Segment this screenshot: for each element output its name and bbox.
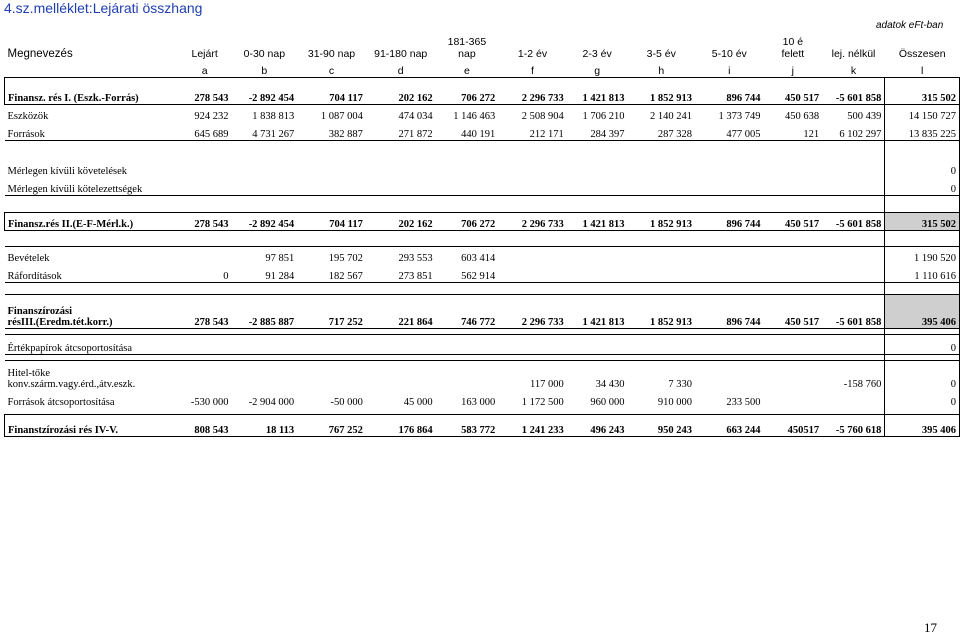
table-cell <box>764 177 823 195</box>
table-cell: 450 517 <box>764 294 823 328</box>
col-header: 2-3 év <box>582 48 612 60</box>
table-cell: 2 296 733 <box>498 212 567 230</box>
table-row <box>5 294 960 328</box>
row-label: Hitel-tőke konv.szárm.vagy.érd.,átv.eszk. <box>5 360 178 390</box>
table-cell <box>627 177 695 195</box>
table-cell <box>567 177 628 195</box>
maturity-table <box>4 30 960 437</box>
col-header: 91-180 nap <box>374 48 428 60</box>
table-cell <box>436 360 499 390</box>
table-cell: 583 772 <box>436 414 499 436</box>
table-cell: 1 852 913 <box>627 77 695 104</box>
table-cell: 0 <box>885 360 960 390</box>
table-cell <box>567 159 628 177</box>
table-cell <box>822 159 885 177</box>
table-cell: 91 284 <box>232 264 298 282</box>
table-cell: 278 543 <box>178 294 232 328</box>
col-header: 0-30 nap <box>243 48 286 60</box>
col-letter: d <box>366 60 436 77</box>
table-row <box>5 177 960 195</box>
table-cell <box>232 360 298 390</box>
table-cell: 0 <box>885 159 960 177</box>
table-cell: 45 000 <box>403 397 433 408</box>
table-cell <box>764 390 823 408</box>
table-cell: 212 171 <box>498 122 567 140</box>
table-cell <box>297 334 366 354</box>
table-cell <box>764 246 823 264</box>
table-cell: 896 744 <box>695 294 764 328</box>
table-cell: 6 102 297 <box>822 122 885 140</box>
table-cell: 1 110 616 <box>885 264 960 282</box>
table-cell <box>764 159 823 177</box>
table-row <box>5 77 960 104</box>
spacer-row <box>5 195 960 212</box>
table-cell: -5 601 858 <box>822 212 885 230</box>
table-cell: 746 772 <box>436 294 499 328</box>
row-label: Ráfordítások <box>5 264 178 282</box>
table-cell: -2 885 887 <box>232 294 298 328</box>
table-cell <box>232 334 298 354</box>
table-cell: 1 421 813 <box>567 212 628 230</box>
row-label: Finansz. rés I. (Eszk.-Forrás) <box>5 77 178 104</box>
row-label: Finanszírozási résIII.(Eredm.tét.korr.) <box>5 294 178 328</box>
table-cell: 293 553 <box>366 246 436 264</box>
table-cell <box>178 246 232 264</box>
table-cell: 163 000 <box>461 397 496 408</box>
table-cell: 896 744 <box>695 212 764 230</box>
table-cell: 1 190 520 <box>885 246 960 264</box>
table-cell: 34 430 <box>567 360 628 390</box>
table-cell: 7 330 <box>627 360 695 390</box>
table-cell <box>695 246 764 264</box>
spacer-row <box>5 140 960 159</box>
table-cell: 440 191 <box>436 122 499 140</box>
col-header: Megnevezés <box>7 48 73 60</box>
table-cell <box>436 159 499 177</box>
table-cell: 960 000 <box>590 397 625 408</box>
table-row <box>5 390 960 408</box>
table-cell: 1 172 500 <box>521 397 564 408</box>
table-cell: -5 760 618 <box>822 414 885 436</box>
spacer-row <box>5 230 960 246</box>
table-cell: 273 851 <box>366 264 436 282</box>
table-cell: 717 252 <box>297 294 366 328</box>
table-cell: 395 406 <box>885 294 960 328</box>
table-cell: -50 000 <box>330 397 363 408</box>
table-cell: 315 502 <box>885 212 960 230</box>
table-cell: 896 744 <box>695 77 764 104</box>
table-cell <box>436 334 499 354</box>
unit-note: adatok eFt-ban <box>876 20 944 31</box>
letter-row <box>5 60 960 77</box>
table-cell: 0 <box>885 390 960 408</box>
table-cell <box>178 334 232 354</box>
row-label: Bevételek <box>5 246 178 264</box>
table-cell <box>695 334 764 354</box>
col-letter: l <box>885 60 960 77</box>
table-cell: 278 543 <box>178 212 232 230</box>
table-row <box>5 246 960 264</box>
table-cell: 645 689 <box>178 122 232 140</box>
table-cell <box>232 159 298 177</box>
col-letter: h <box>627 60 695 77</box>
table-cell <box>822 390 885 408</box>
row-label: Finansz.rés II.(E-F-Mérl.k.) <box>5 212 178 230</box>
table-cell <box>436 177 499 195</box>
table-cell: 2 508 904 <box>521 111 564 122</box>
col-header: Lejárt <box>191 48 218 60</box>
table-row <box>5 104 960 122</box>
table-cell <box>366 360 436 390</box>
page-title: 4.sz.melléklet:Lejárati összhang <box>4 0 203 16</box>
col-letter: g <box>567 60 628 77</box>
table-row <box>5 334 960 354</box>
table-cell <box>498 264 567 282</box>
col-letter: f <box>498 60 567 77</box>
table-cell: 121 <box>764 122 823 140</box>
table-cell: 202 162 <box>366 212 436 230</box>
table-cell: -2 892 454 <box>232 212 298 230</box>
table-cell <box>297 177 366 195</box>
table-cell: 14 150 727 <box>885 104 960 122</box>
table-cell: 910 000 <box>657 397 693 408</box>
table-cell: 271 872 <box>366 122 436 140</box>
table-cell: 1 373 749 <box>718 111 761 122</box>
table-cell: 1 241 233 <box>498 414 567 436</box>
table-cell: 450517 <box>764 414 823 436</box>
table-row <box>5 414 960 436</box>
table-cell: 1 421 813 <box>567 294 628 328</box>
table-cell <box>498 334 567 354</box>
table-cell: 221 864 <box>366 294 436 328</box>
table-cell: 1 421 813 <box>567 77 628 104</box>
table-cell: 704 117 <box>297 212 366 230</box>
row-label: Mérlegen kívüli kötelezettségek <box>5 177 178 195</box>
col-header: Összesen <box>898 48 946 60</box>
col-letter <box>5 60 178 77</box>
table-cell: 767 252 <box>297 414 366 436</box>
table-cell <box>764 360 823 390</box>
table-cell <box>695 360 764 390</box>
col-letter: e <box>436 60 499 77</box>
table-cell: 382 887 <box>297 122 366 140</box>
table-cell <box>178 360 232 390</box>
table-cell: 97 851 <box>232 246 298 264</box>
table-cell: 704 117 <box>297 77 366 104</box>
table-cell: 233 500 <box>726 397 761 408</box>
table-cell <box>822 177 885 195</box>
table-cell: 2 296 733 <box>498 294 567 328</box>
table-cell <box>822 264 885 282</box>
col-letter: b <box>232 60 298 77</box>
table-cell <box>695 177 764 195</box>
table-cell: 603 414 <box>436 246 499 264</box>
table-cell <box>297 159 366 177</box>
table-cell <box>764 264 823 282</box>
table-cell: 706 272 <box>436 77 499 104</box>
row-label: Források átcsoportosítása <box>7 397 115 408</box>
table-cell: 1 852 913 <box>627 212 695 230</box>
row-label: Eszközök <box>7 111 49 122</box>
table-cell: -5 601 858 <box>822 294 885 328</box>
table-cell <box>498 177 567 195</box>
table-cell: 0 <box>178 264 232 282</box>
table-cell: 1 838 813 <box>252 111 295 122</box>
table-cell: -5 601 858 <box>822 77 885 104</box>
table-cell <box>178 159 232 177</box>
table-cell <box>695 159 764 177</box>
row-label: Értékpapírok átcsoportosítása <box>5 334 178 354</box>
col-letter: a <box>178 60 232 77</box>
table-cell <box>297 360 366 390</box>
table-cell: 706 272 <box>436 212 499 230</box>
table-cell <box>498 159 567 177</box>
table-cell <box>366 334 436 354</box>
table-cell: 2 140 241 <box>650 111 693 122</box>
table-cell: 450 517 <box>764 77 823 104</box>
table-cell <box>695 264 764 282</box>
table-row <box>5 360 960 390</box>
table-cell: 195 702 <box>297 246 366 264</box>
table-cell: 1 087 004 <box>320 111 363 122</box>
table-cell: 500 439 <box>847 111 882 122</box>
table-cell: 13 835 225 <box>885 122 960 140</box>
row-label: Finanstzírozási rés IV-V. <box>5 414 178 436</box>
table-cell: 1 852 913 <box>627 294 695 328</box>
table-cell: 477 005 <box>695 122 764 140</box>
col-letter: j <box>764 60 823 77</box>
table-cell: 562 914 <box>436 264 499 282</box>
table-cell: 950 243 <box>627 414 695 436</box>
table-row <box>5 122 960 140</box>
table-row <box>5 264 960 282</box>
table-cell: 18 113 <box>232 414 298 436</box>
col-header: 3-5 év <box>646 48 676 60</box>
col-header: 5-10 év <box>711 48 747 60</box>
table-cell <box>627 264 695 282</box>
table-cell <box>567 334 628 354</box>
table-cell: -530 000 <box>190 397 229 408</box>
table-cell: 202 162 <box>366 77 436 104</box>
table-cell: 0 <box>885 177 960 195</box>
table-cell: -2 892 454 <box>232 77 298 104</box>
table-cell <box>232 177 298 195</box>
table-cell: 287 328 <box>627 122 695 140</box>
table-cell: 496 243 <box>567 414 628 436</box>
table-cell: 0 <box>885 334 960 354</box>
table-cell: 1 146 463 <box>453 111 496 122</box>
table-row <box>5 159 960 177</box>
col-header: 10 é felett <box>781 36 805 60</box>
table-cell: 395 406 <box>885 414 960 436</box>
table-cell <box>627 159 695 177</box>
table-cell <box>498 246 567 264</box>
table-cell <box>627 246 695 264</box>
header-row <box>5 30 960 60</box>
col-letter: k <box>822 60 885 77</box>
table-cell: 182 567 <box>297 264 366 282</box>
table-cell <box>567 246 628 264</box>
row-label: Mérlegen kívüli követelések <box>7 166 128 177</box>
table-cell <box>822 334 885 354</box>
table-cell: 474 034 <box>398 111 433 122</box>
table-cell <box>366 177 436 195</box>
table-cell: 663 244 <box>695 414 764 436</box>
page-number: 17 <box>924 620 937 635</box>
table-row <box>5 212 960 230</box>
table-cell <box>366 159 436 177</box>
table-cell: 278 543 <box>178 77 232 104</box>
col-header: 1-2 év <box>517 48 548 60</box>
col-letter: i <box>695 60 764 77</box>
col-header: lej. nélkül <box>831 48 876 60</box>
table-cell: 450 638 <box>785 111 820 122</box>
table-cell <box>627 334 695 354</box>
table-cell <box>178 177 232 195</box>
table-cell: 117 000 <box>498 360 567 390</box>
table-cell: -2 904 000 <box>248 397 295 408</box>
table-cell: 924 232 <box>194 111 229 122</box>
table-cell: 284 397 <box>567 122 628 140</box>
table-cell: 176 864 <box>366 414 436 436</box>
col-letter: c <box>297 60 366 77</box>
table-cell <box>822 246 885 264</box>
table-cell: 4 731 267 <box>232 122 298 140</box>
table-cell: -158 760 <box>822 360 885 390</box>
table-cell: 450 517 <box>764 212 823 230</box>
spacer-row <box>5 282 960 294</box>
table-cell <box>567 264 628 282</box>
col-header: 31-90 nap <box>307 48 356 60</box>
row-label: Források <box>5 122 178 140</box>
col-header: 181-365 nap <box>447 36 487 60</box>
table-cell: 808 543 <box>178 414 232 436</box>
table-cell: 315 502 <box>885 77 960 104</box>
table-cell: 1 706 210 <box>582 111 625 122</box>
table-cell <box>764 334 823 354</box>
table-cell: 2 296 733 <box>498 77 567 104</box>
